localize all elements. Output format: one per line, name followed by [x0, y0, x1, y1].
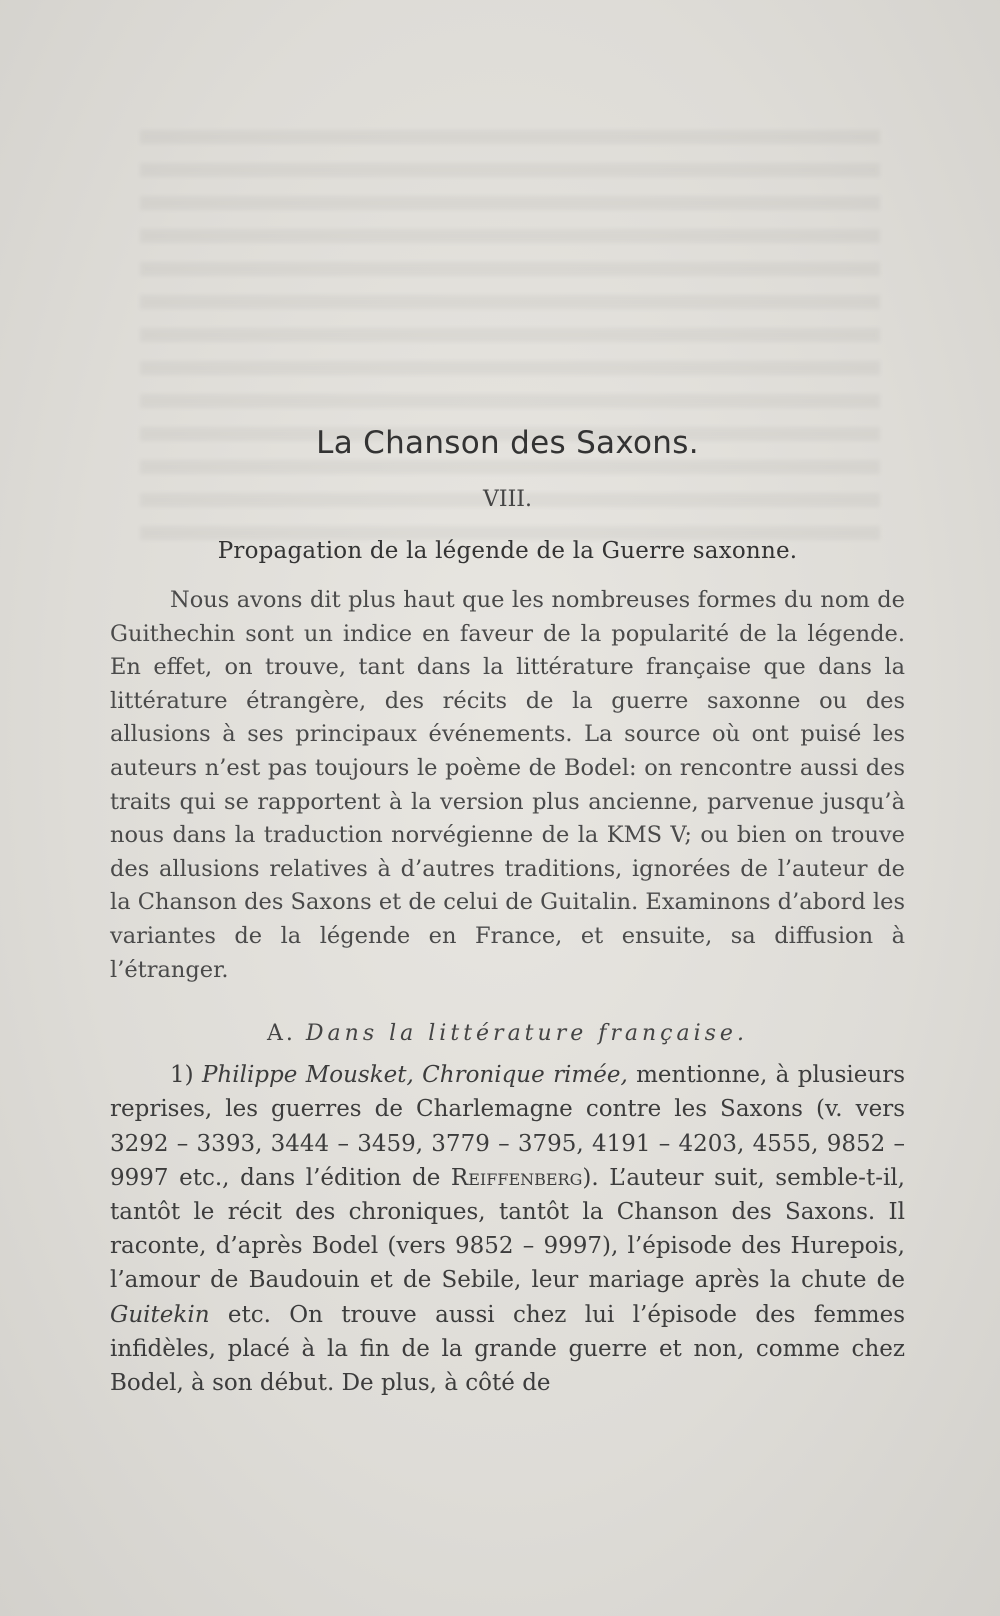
subsection-letter: A.	[267, 1021, 296, 1047]
paragraph-2-number: 1)	[170, 1062, 194, 1089]
paragraph-2-name-italic: Guitekin	[110, 1301, 210, 1328]
paragraph-2-author-work: Philippe Mousket, Chronique rimée,	[201, 1062, 628, 1089]
paragraph-2-editor: Reiffenberg	[450, 1164, 583, 1191]
paragraph-1: Nous avons dit plus haut que les nombreuses formes du nom de Guithechin sont un indice en faveur de la popularité de la légende. En effet, on trouve, tant dans la littérature française que dans la littérature étrangère, des récits de la guerre saxonne ou des allusions à ses principaux événements. La source où ont puisé les auteurs n’est pas toujours le poème de Bodel: on rencontre aussi des traits qui se rapportent à la version plus ancienne, parvenue jusqu’à nous dans la traduction norvégienne de la KMS V; ou bien on trouve des allusions relatives à d’autres traditions, ignorées de l’auteur de la Chanson des Saxons et de celui de Guitalin. Examinons d’abord les variantes de la légende en France, et ensuite, sa diffusion à l’étranger.	[110, 587, 905, 983]
page-content	[110, 425, 905, 1400]
paragraph-2-text-c: etc. On trouve aussi chez lui l’épisode des femmes infidèles, placé à la fin de la grande guerre et non, comme chez Bodel, à son début. De plus, à côté de	[110, 1301, 905, 1396]
paragraph-2-text-b: ). L’auteur suit, semble-t-il, tantôt le récit des chroniques, tantôt la Chanson des Saxons. Il raconte, d’après Bodel (vers 9852 – 9997), l’épisode des Hurepois, l’amour de Baudouin et de Sebile, leur mariage après la chute de	[110, 1164, 905, 1294]
chapter-number: VIII.	[483, 487, 532, 512]
subsection-title: Dans la littérature française.	[305, 1021, 748, 1047]
subsection-heading	[110, 1021, 905, 1046]
section-heading: Propagation de la légende de la Guerre saxonne.	[217, 538, 798, 564]
running-title: La Chanson des Saxons.	[316, 425, 699, 461]
paragraph-2	[110, 1058, 905, 1400]
paragraph-2-text-a: mentionne, à plusieurs reprises, les guerres de Charlemagne contre les Saxons (v. vers 3292 – 3393, 3444 – 3459, 3779 – 3795, 4191 – 4203, 4555, 9852 – 9997 etc., dans l’édition de	[110, 1062, 905, 1191]
